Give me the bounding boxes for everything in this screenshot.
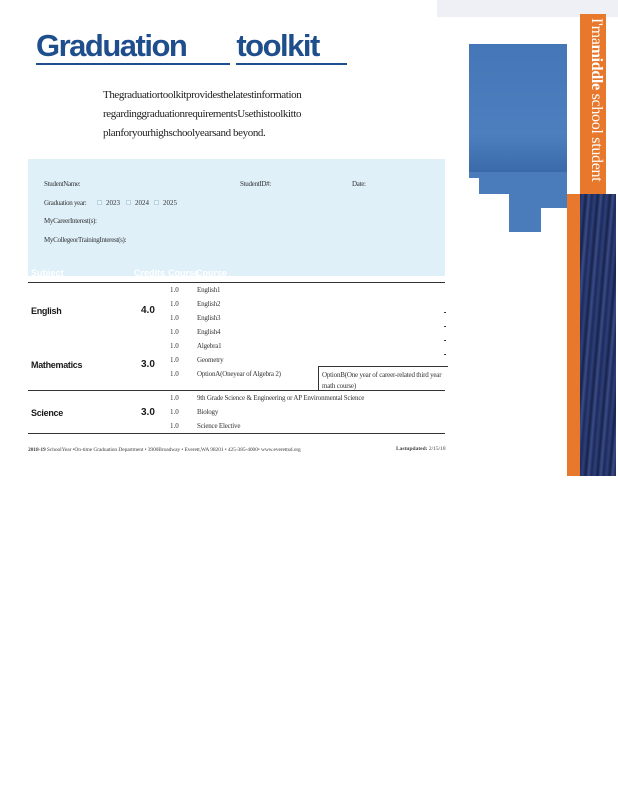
career-interest-label: MyCareerInterest(s):: [44, 217, 97, 225]
intro-paragraph: Thegraduatiortoolkitprovidesthelatestinformation regardinggraduationrequirementsUsethistoolkitto planforyourhighschoolyearsand beyond.: [103, 89, 302, 139]
table-rule-top: [28, 282, 445, 283]
subject-mathematics: Mathematics: [31, 360, 83, 370]
year-2023: 2023: [106, 199, 120, 207]
year-checkbox-2023[interactable]: [97, 200, 102, 205]
side-label: I'mamiddle school student: [588, 18, 605, 182]
year-2025: 2025: [163, 199, 177, 207]
course-credit: 1.0: [170, 394, 179, 402]
table-rule-bottom: [28, 433, 445, 434]
table-tick: [444, 354, 446, 355]
course-credit: 1.0: [170, 328, 179, 336]
course-credit: 1.0: [170, 356, 179, 364]
subject-science: Science: [31, 408, 63, 418]
sky-image-lower: [469, 172, 567, 194]
table-tick: [444, 312, 446, 313]
year-2024: 2024: [135, 199, 149, 207]
footer-school-year: 2018-19: [28, 447, 46, 453]
last-updated: Lastupdated: 2/15/18: [396, 446, 446, 452]
credits-mathematics: 3.0: [141, 359, 155, 370]
course-credit: 1.0: [170, 422, 179, 430]
course-name: Science Elective: [197, 422, 241, 430]
course-credit: 1.0: [170, 286, 179, 294]
header-subject: Subject: [31, 268, 64, 278]
course-name: Biology: [197, 408, 219, 416]
title-word-2: toolkit: [236, 29, 347, 65]
grad-year-label: Graduation year:: [44, 199, 87, 207]
sky-image-tab-right: [541, 194, 567, 208]
course-name: English3: [197, 314, 221, 322]
course-credit: 1.0: [170, 300, 179, 308]
table-tick: [444, 340, 446, 341]
subject-english: English: [31, 306, 62, 316]
student-id-label: StudentID#:: [240, 180, 271, 188]
title-word-1: Graduation: [36, 29, 230, 65]
course-name: Algebra1: [197, 342, 222, 350]
year-checkbox-2025[interactable]: [154, 200, 159, 205]
course-name: English4: [197, 328, 221, 336]
option-b-box: OptionB(One year of career-related third year math course): [318, 366, 448, 390]
student-name-label: StudentName:: [44, 180, 81, 188]
course-name: 9th Grade Science & Engineering or AP Environmental Science: [197, 394, 365, 402]
page-title: [36, 28, 347, 65]
course-credit: 1.0: [170, 370, 179, 378]
credits-science: 3.0: [141, 407, 155, 418]
footer: [28, 447, 301, 453]
sky-notch: [469, 178, 479, 194]
course-credit: 1.0: [170, 314, 179, 322]
course-name: Geometry: [197, 356, 224, 364]
course-credit: 1.0: [170, 342, 179, 350]
table-tick: [444, 326, 446, 327]
course-name: OptionA(Oneyear of Algebra 2): [197, 370, 281, 378]
sky-image-tab: [509, 194, 541, 232]
course-name: English1: [197, 286, 221, 294]
date-label: Date:: [352, 180, 366, 188]
college-interest-label: MyCollegeorTrainingInterest(s):: [44, 236, 127, 244]
sky-notch-2: [487, 194, 509, 204]
header-course: Course: [168, 268, 200, 278]
students-photo: [580, 194, 616, 476]
course-name: English2: [197, 300, 221, 308]
credits-english: 4.0: [141, 305, 155, 316]
header-credits: Credits: [134, 268, 166, 278]
orange-strip: [567, 194, 580, 476]
year-checkbox-2024[interactable]: [126, 200, 131, 205]
table-rule-science: [28, 390, 445, 391]
header-course-2: Course: [196, 268, 228, 278]
course-credit: 1.0: [170, 408, 179, 416]
sky-image: [469, 44, 567, 172]
footer-line: SchoolYear •On-time Graduation Department • 3900Broadway • Everett,WA 98201 • 425-385-4000• www.everettsd.org: [46, 447, 301, 453]
